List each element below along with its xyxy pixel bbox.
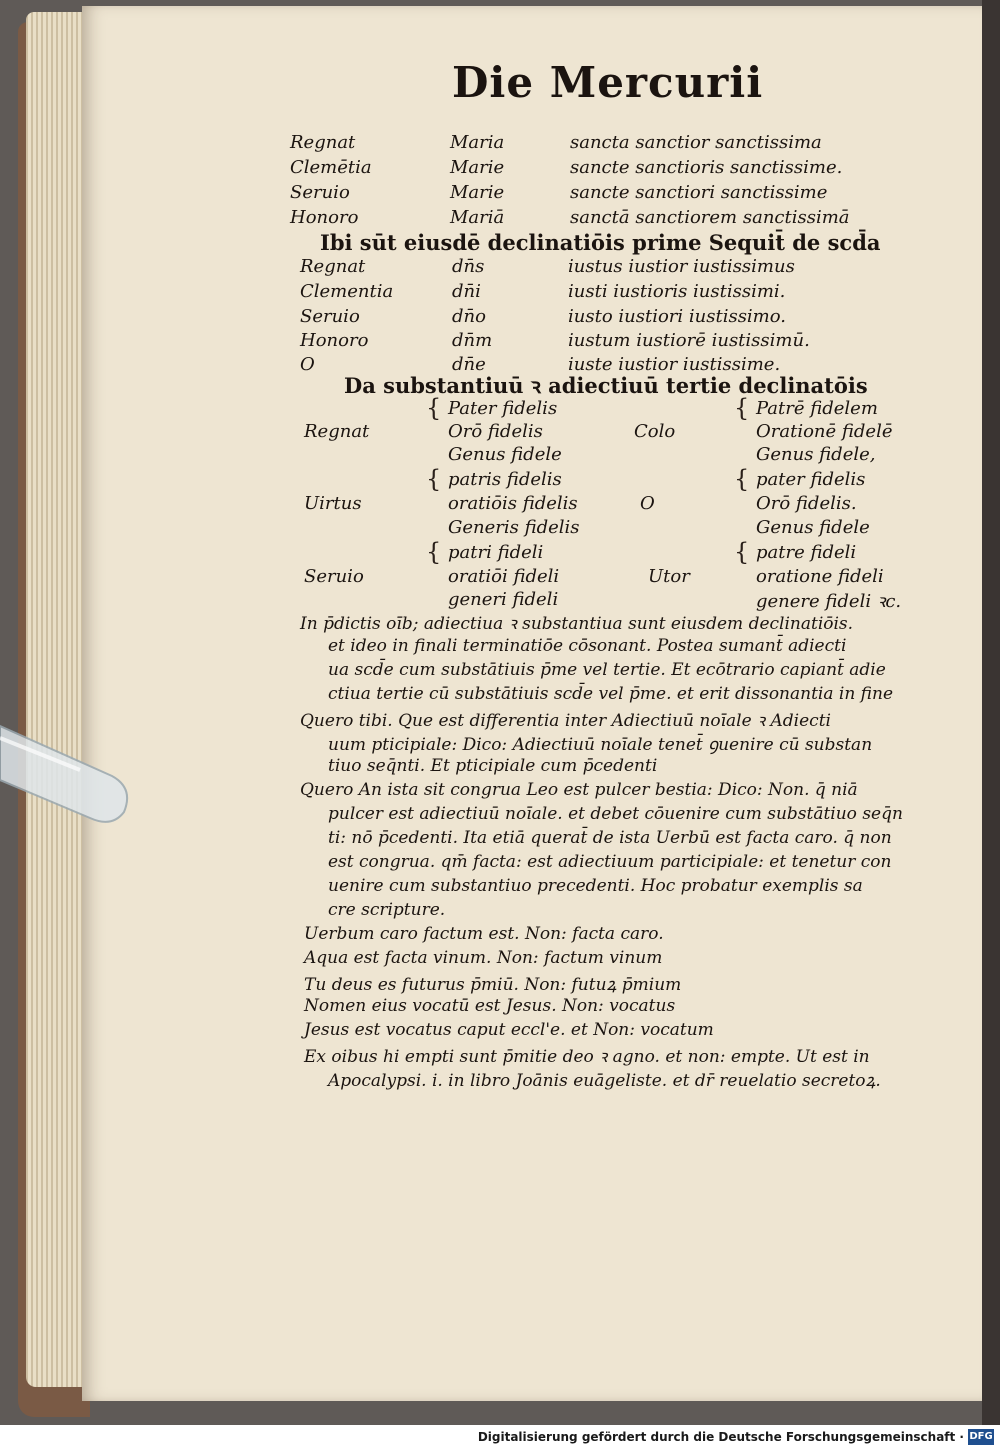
body-line: ua scd̄e cum substātiuis p̄me vel tertie. Et ecōtrario capiant̄ adie: [328, 660, 886, 680]
decl2-noun: dn̄s: [452, 256, 485, 277]
left-phrase: oratiōi fideli: [448, 566, 560, 587]
footer-bar: [0, 1425, 1000, 1450]
right-phrase: genere fideli ꝛc.: [756, 591, 902, 612]
body-line: et ideo in finali terminatiōe cōsonant. Postea sumant̄ adiecti: [328, 636, 847, 656]
left-verb: Uirtus: [304, 493, 362, 514]
decl2-adj: iustum iustiorē iustissimū.: [568, 330, 810, 351]
brace-mark: {: [426, 394, 442, 422]
brace-mark: {: [426, 465, 442, 493]
body-line: pulcer est adiectiuū noīale. et debet cōuenire cum substātiuo seq̄n: [328, 804, 903, 824]
body-line: Nomen eius vocatū est Jesus. Non: vocatus: [304, 996, 676, 1016]
decl2-adj: iusti iustioris iustissimi.: [568, 281, 786, 302]
decl2-verb: Regnat: [300, 256, 366, 277]
body-line: tiuo seq̄nti. Et pticipiale cum p̄cedenti: [328, 756, 658, 776]
decl1-noun: Mariā: [450, 207, 505, 228]
left-phrase: generi fideli: [448, 589, 559, 610]
brace-mark: {: [734, 394, 750, 422]
body-line: uum pticipiale: Dico: Adiectiuū noīale tenet̄ ꝯuenire cū substan: [328, 735, 873, 755]
body-line: In p̄dictis oīb; adiectiua ꝛ substantiua sunt eiusdem declinatiōis.: [300, 614, 854, 634]
decl1-adj: sancte sanctiori sanctissime: [570, 182, 828, 203]
decl2-noun: dn̄i: [452, 281, 481, 302]
decl2-adj: iustus iustior iustissimus: [568, 256, 795, 277]
right-verb: Colo: [634, 421, 676, 442]
subheading-second-declension: Ibi sūt eiusdē declinatiōis prime Sequit̄ de scd̄a: [320, 230, 881, 255]
left-phrase: Genus fidele: [448, 444, 562, 465]
body-line: est congrua. qm̄ facta: est adiectiuum participiale: et tenetur con: [328, 852, 892, 872]
page-title: Die Mercurii: [452, 58, 764, 107]
right-phrase: oratione fideli: [756, 566, 884, 587]
body-line: Quero tibi. Que est differentia inter Adiectiuū noīale ꝛ Adiecti: [300, 711, 831, 731]
body-line: ti: nō p̄cedenti. Ita etiā querat̄ de ista Uerbū est facta caro. q̄ non: [328, 828, 892, 848]
body-line: Tu deus es futurus p̄miū. Non: futuꝝ p̄mium: [304, 975, 682, 995]
glass-clip-icon: [0, 718, 140, 828]
body-line: cre scripture.: [328, 900, 446, 920]
brace-mark: {: [426, 538, 442, 566]
funding-credit: Digitalisierung gefördert durch die Deutsche Forschungsgemeinschaft ·: [477, 1430, 964, 1444]
subheading-third-declension: Da substantiuū ꝛ adiectiuū tertie declinatōis: [344, 373, 868, 398]
decl1-verb: Clemētia: [290, 157, 372, 178]
decl2-adj: iusto iustiori iustissimo.: [568, 306, 786, 327]
body-line: Aqua est facta vinum. Non: factum vinum: [304, 948, 663, 968]
right-phrase: Genus fidele: [756, 517, 870, 538]
right-phrase: pater fidelis: [756, 469, 866, 490]
brace-mark: {: [734, 465, 750, 493]
decl1-noun: Maria: [450, 132, 505, 153]
decl1-noun: Marie: [450, 157, 505, 178]
left-phrase: oratiōis fidelis: [448, 493, 578, 514]
decl2-noun: dn̄e: [452, 354, 486, 375]
decl1-adj: sanctā sanctiorem sanctissimā: [570, 207, 850, 228]
decl1-verb: Seruio: [290, 182, 350, 203]
body-line: uenire cum substantiuo precedenti. Hoc probatur exemplis sa: [328, 876, 863, 896]
body-line: Uerbum caro factum est. Non: facta caro.: [304, 924, 664, 944]
body-line: Ex oibus hi empti sunt p̄mitie deo ꝛ agno. et non: empte. Ut est in: [304, 1047, 870, 1067]
right-phrase: Genus fidele,: [756, 444, 876, 465]
right-verb: O: [640, 493, 655, 514]
left-phrase: Pater fidelis: [448, 398, 558, 419]
right-phrase: patre fideli: [756, 542, 857, 563]
decl2-verb: Clementia: [300, 281, 394, 302]
right-phrase: Patrē fidelem: [756, 398, 878, 419]
decl2-noun: dn̄m: [452, 330, 493, 351]
body-line: ctiua tertie cū substātiuis scd̄e vel p̄me. et erit dissonantia in fine: [328, 684, 894, 704]
book-page: [82, 6, 990, 1401]
decl2-verb: Seruio: [300, 306, 360, 327]
left-phrase: Generis fidelis: [448, 517, 580, 538]
decl2-adj: iuste iustior iustissime.: [568, 354, 781, 375]
decl2-noun: dn̄o: [452, 306, 486, 327]
decl2-verb: Honoro: [300, 330, 369, 351]
left-phrase: patri fideli: [448, 542, 544, 563]
decl1-verb: Honoro: [290, 207, 359, 228]
right-phrase: Orationē fidelē: [756, 421, 893, 442]
dfg-logo-icon: DFG: [968, 1429, 994, 1445]
right-page-edge: [982, 0, 1000, 1425]
decl1-verb: Regnat: [290, 132, 356, 153]
right-verb: Utor: [648, 566, 690, 587]
decl1-adj: sancte sanctioris sanctissime.: [570, 157, 843, 178]
decl2-verb: O: [300, 354, 315, 375]
body-line: Jesus est vocatus caput eccl'e. et Non: vocatum: [304, 1020, 714, 1040]
decl1-adj: sancta sanctior sanctissima: [570, 132, 822, 153]
left-verb: Regnat: [304, 421, 370, 442]
right-phrase: Orō fidelis.: [756, 493, 857, 514]
body-line: Apocalypsi. i. in libro Joānis euāgeliste. et dr̄ reuelatio secretoꝝ.: [328, 1071, 881, 1091]
left-phrase: Orō fidelis: [448, 421, 543, 442]
brace-mark: {: [734, 538, 750, 566]
body-line: Quero An ista sit congrua Leo est pulcer bestia: Dico: Non. q̄ niā: [300, 780, 858, 800]
left-phrase: patris fidelis: [448, 469, 562, 490]
left-verb: Seruio: [304, 566, 364, 587]
decl1-noun: Marie: [450, 182, 505, 203]
